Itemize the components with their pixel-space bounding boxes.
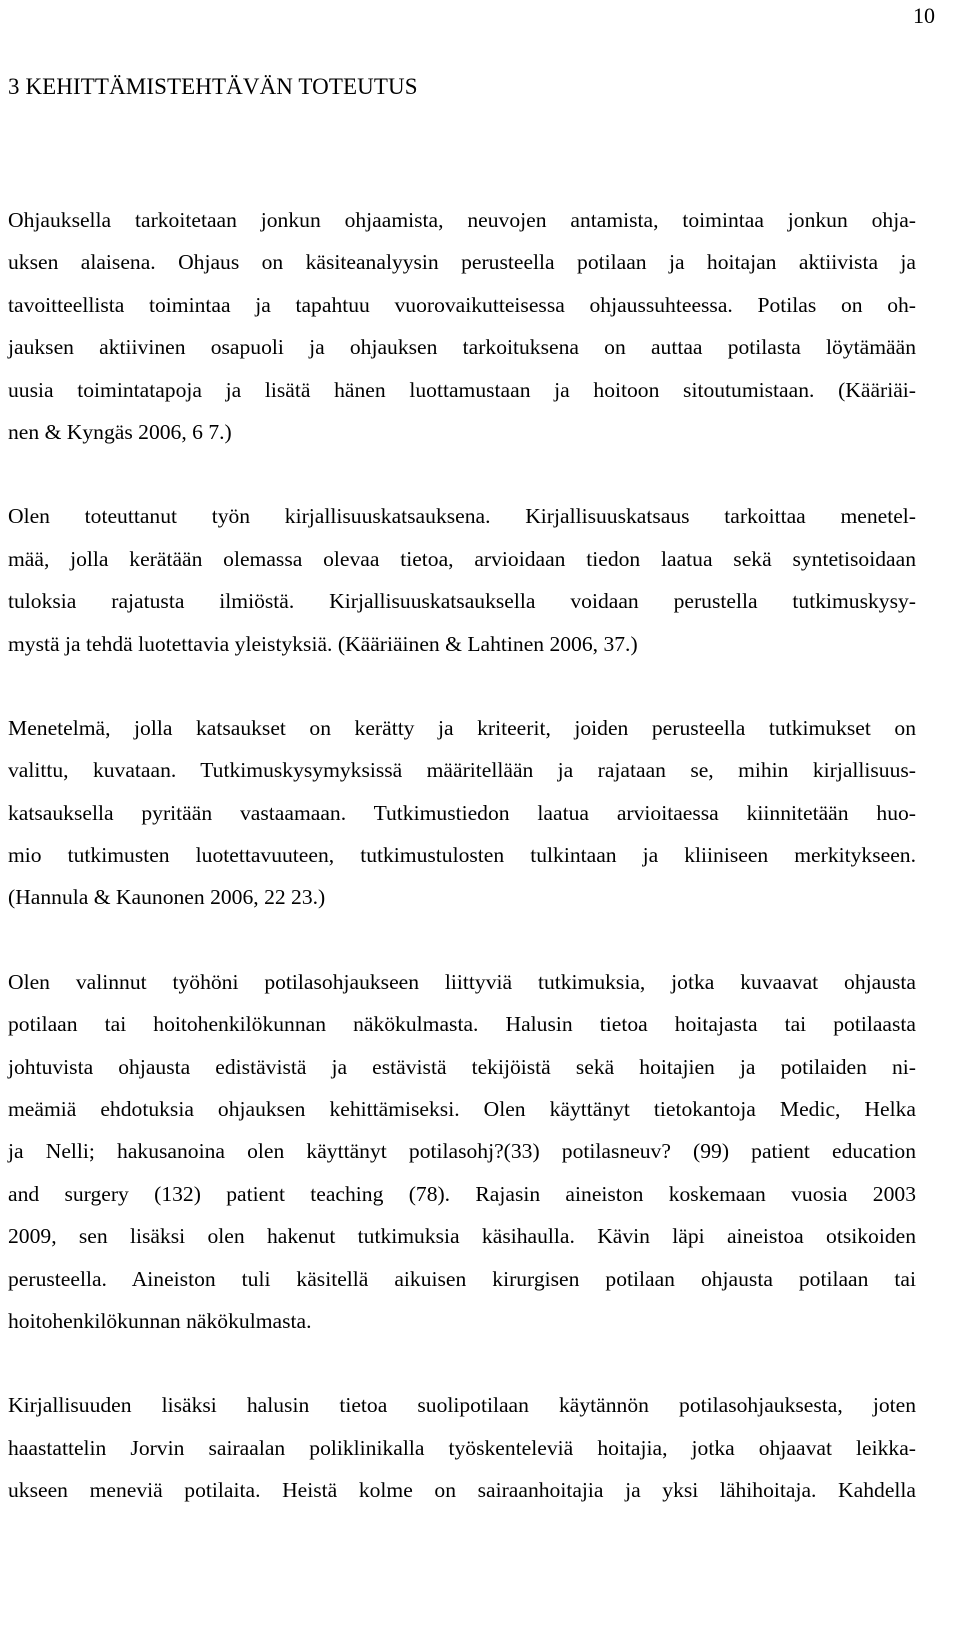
text-line: johtuvista ohjausta edistävistä ja estävistä tekijöistä sekä hoitajien ja potilaiden ni- bbox=[8, 1054, 916, 1079]
text-line: haastattelin Jorvin sairaalan poliklinikalla työskenteleviä hoitajia, jotka ohjaavat leikka- bbox=[8, 1435, 916, 1460]
text-line: meämiä ehdotuksia ohjauksen kehittämiseksi. Olen käyttänyt tietokantoja Medic, Helka bbox=[8, 1097, 916, 1122]
text-line: mää, jolla kerätään olemassa olevaa tietoa, arvioidaan tiedon laatua sekä syntetisoidaan bbox=[8, 546, 916, 571]
text-line: mio tutkimusten luotettavuuteen, tutkimustulosten tulkintaan ja kliiniseen merkitykseen. bbox=[8, 843, 916, 868]
text-line: uksen alaisena. Ohjaus on käsiteanalyysin perusteella potilaan ja hoitajan aktiivista ja bbox=[8, 250, 916, 275]
paragraph-search bbox=[8, 961, 916, 1343]
text-line: Olen valinnut työhöni potilasohjaukseen liittyviä tutkimuksia, jotka kuvaavat ohjausta bbox=[8, 969, 916, 994]
text-line: perusteella. Aineiston tuli käsitellä aikuisen kirurgisen potilaan ohjausta potilaan tai bbox=[8, 1266, 916, 1291]
section-heading: 3 KEHITTÄMISTEHTÄVÄN TOTEUTUS bbox=[8, 74, 418, 99]
text-line: tuloksia rajatusta ilmiöstä. Kirjallisuuskatsauksella voidaan perustella tutkimuskysy- bbox=[8, 589, 916, 614]
text-line: (Hannula & Kaunonen 2006, 22 23.) bbox=[8, 885, 326, 910]
paragraph-method bbox=[8, 707, 916, 919]
text-line: Kirjallisuuden lisäksi halusin tietoa suolipotilaan käytännön potilasohjauksesta, joten bbox=[8, 1393, 916, 1418]
document-body bbox=[8, 199, 916, 1554]
text-line: Menetelmä, jolla katsaukset on kerätty ja kriteerit, joiden perusteella tutkimukset on bbox=[8, 715, 916, 740]
text-line: Ohjauksella tarkoitetaan jonkun ohjaamista, neuvojen antamista, toimintaa jonkun ohja- bbox=[8, 208, 916, 232]
text-line: nen & Kyngäs 2006, 6 7.) bbox=[8, 419, 232, 444]
text-line: Olen toteuttanut työn kirjallisuuskatsauksena. Kirjallisuuskatsaus tarkoittaa menetel- bbox=[8, 504, 916, 529]
text-line: ja Nelli; hakusanoina olen käyttänyt potilasohj?(33) potilasneuv? (99) patient education bbox=[8, 1139, 916, 1164]
text-line: valittu, kuvataan. Tutkimuskysymyksissä määritellään ja rajataan se, mihin kirjallisuus- bbox=[8, 758, 916, 783]
paragraph-guidance-definition bbox=[8, 199, 916, 453]
text-line: 2009, sen lisäksi olen hakenut tutkimuksia käsihaulla. Kävin läpi aineistoa otsikoiden bbox=[8, 1224, 916, 1249]
page-number: 10 bbox=[913, 3, 935, 28]
text-line: mystä ja tehdä luotettavia yleistyksiä. (Kääriäinen & Lahtinen 2006, 37.) bbox=[8, 631, 638, 656]
text-line: hoitohenkilökunnan näkökulmasta. bbox=[8, 1308, 312, 1333]
paragraph-interviews bbox=[8, 1384, 916, 1511]
text-line: uusia toimintatapoja ja lisätä hänen luottamustaan ja hoitoon sitoutumistaan. (Kääriäi- bbox=[8, 377, 916, 402]
text-line: jauksen aktiivinen osapuoli ja ohjauksen tarkoituksena on auttaa potilasta löytämään bbox=[8, 335, 916, 360]
text-line: katsauksella pyritään vastaamaan. Tutkimustiedon laatua arvioitaessa kiinnitetään huo- bbox=[8, 800, 916, 825]
paragraph-literature-review bbox=[8, 495, 916, 665]
text-line: tavoitteellista toimintaa ja tapahtuu vuorovaikutteisessa ohjaussuhteessa. Potilas on oh- bbox=[8, 292, 916, 317]
text-line: ukseen meneviä potilaita. Heistä kolme on sairaanhoitajia ja yksi lähihoitaja. Kahdella bbox=[8, 1478, 916, 1503]
text-line: potilaan tai hoitohenkilökunnan näkökulmasta. Halusin tietoa hoitajasta tai potilaasta bbox=[8, 1012, 916, 1037]
text-line: and surgery (132) patient teaching (78). Rajasin aineiston koskemaan vuosia 2003 bbox=[8, 1181, 916, 1206]
